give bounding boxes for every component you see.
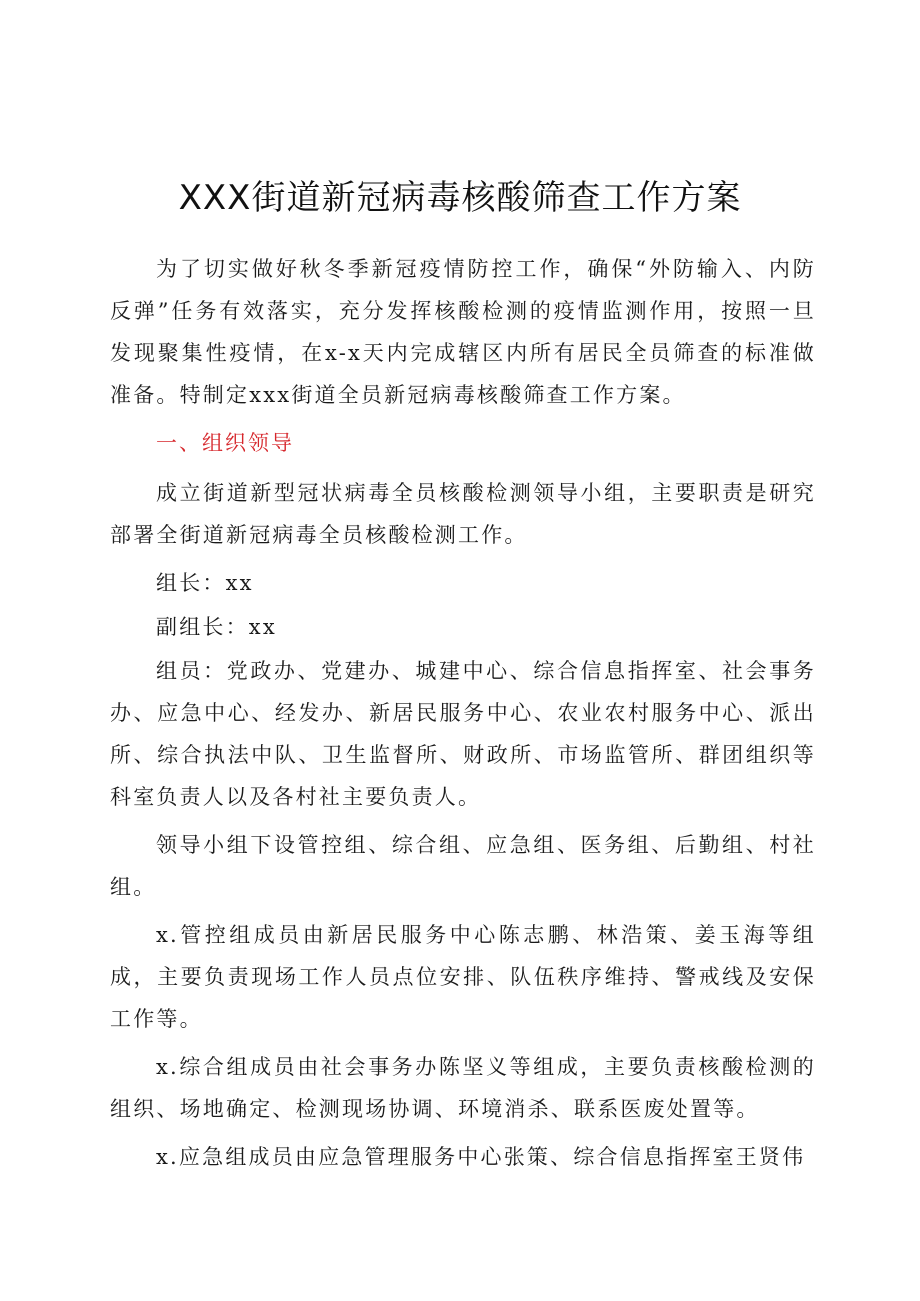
leadership-group-paragraph: 成立街道新型冠状病毒全员核酸检测领导小组，主要职责是研究部署全街道新冠病毒全员核酸检测工作。	[110, 481, 816, 547]
intro-paragraph: 为了切实做好秋冬季新冠疫情防控工作，确保“外防输入、内防反弹”任务有效落实，充分发挥核酸检测的疫情监测作用，按照一旦发现聚集性疫情，在x-x天内完成辖区内所有居民全员筛查的标准做准备。特制定xxx街道全员新冠病毒核酸筛查工作方案。	[110, 257, 816, 407]
emergency-group-paragraph: x.应急组成员由应急管理服务中心张策、综合信息指挥室王贤伟	[156, 1145, 806, 1169]
members-paragraph: 组员：党政办、党建办、城建中心、综合信息指挥室、社会事务办、应急中心、经发办、新居民服务中心、农业农村服务中心、派出所、综合执法中队、卫生监督所、财政所、市场监管所、群团组织等科室负责人以及各村社主要负责人。	[110, 659, 816, 809]
general-group-paragraph: x.综合组成员由社会事务办陈坚义等组成，主要负责核酸检测的组织、场地确定、检测现场协调、环境消杀、联系医废处置等。	[110, 1055, 816, 1121]
document-title: XXX街道新冠病毒核酸筛查工作方案	[178, 178, 742, 218]
control-group-paragraph: x.管控组成员由新居民服务中心陈志鹏、林浩策、姜玉海等组成，主要负责现场工作人员点位安排、队伍秩序维持、警戒线及安保工作等。	[110, 923, 816, 1031]
section-heading-organization: 一、组织领导	[156, 431, 294, 455]
group-leader-line: 组长：xx	[156, 571, 254, 595]
deputy-leader-line: 副组长：xx	[156, 615, 277, 639]
subgroups-paragraph: 领导小组下设管控组、综合组、应急组、医务组、后勤组、村社组。	[110, 833, 816, 899]
document-body	[110, 248, 816, 1184]
